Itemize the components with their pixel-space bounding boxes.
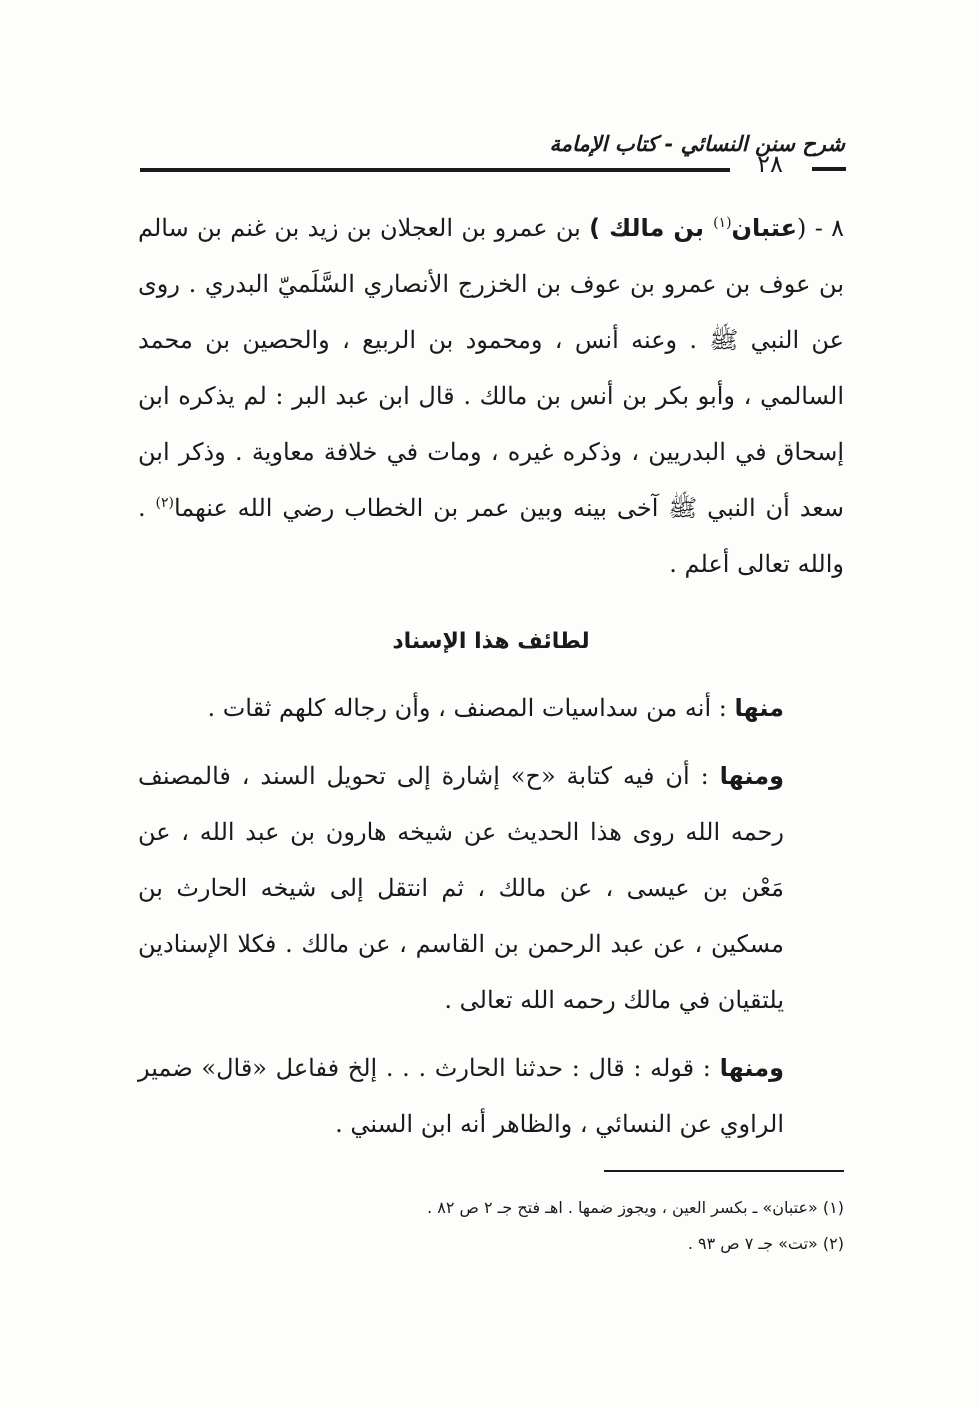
point-paragraph — [138, 748, 844, 1028]
narrator-name: عتبان — [731, 214, 798, 242]
point-paragraph — [138, 680, 844, 736]
page-body — [138, 200, 844, 1164]
biography-text: بن عمرو بن العجلان بن زيد بن غنم بن سالم بن عوف بن عمرو بن عوف بن الخزرج الأنصاري السَّلَميّ البدري . روى عن النبي ﷺ . وعنه أنس ، ومحمود بن الربيع ، والحصين بن محمد السالمي ، وأبو بكر بن أنس بن مالك . قال ابن عبد البر : لم يذكره ابن إسحاق في البدريين ، وذكره غيره ، ومات في خلافة معاوية . وذكر ابن سعد أن النبي ﷺ آخى بينه وبين عمر بن الخطاب رضي الله عنهما — [138, 214, 844, 522]
footnote-ref-2[interactable]: (٢) — [155, 495, 174, 511]
narrator-name-cont: بن مالك ) — [589, 214, 714, 242]
footnote-rule — [604, 1170, 844, 1172]
point-lead: ومنها — [719, 762, 784, 790]
point-text: : أن فيه كتابة «ح» إشارة إلى تحويل السند ، فالمصنف رحمه الله روى هذا الحديث عن شيخه هارون بن عبد الله ، عن مَعْن بن عيسى ، عن مالك ، ثم انتقل إلى شيخه الحارث بن مسكين ، عن عبد الرحمن بن القاسم ، عن مالك . فكلا الإسنادين يلتقيان في مالك رحمه الله تعالى . — [138, 762, 784, 1014]
page-number-dash — [812, 167, 846, 171]
header-rule — [140, 168, 730, 172]
biography-paragraph — [138, 200, 844, 592]
footnote-2: (٢) «تت» جـ ٧ ص ٩٣ . — [687, 1234, 844, 1253]
footnotes — [138, 1190, 844, 1262]
running-head: شرح سنن النسائي - كتاب الإمامة — [549, 132, 845, 156]
point-lead: ومنها — [719, 1054, 784, 1082]
point-text: : أنه من سداسيات المصنف ، وأن رجاله كلهم ثقات . — [207, 694, 735, 722]
page-number: ٢٨ — [757, 150, 783, 178]
point-text: : قوله : قال : حدثنا الحارث . . . إلخ ففاعل «قال» ضمير الراوي عن النسائي ، والظاهر أنه ابن السني . — [138, 1054, 784, 1138]
point-paragraph — [138, 1040, 844, 1152]
footnote-ref-1[interactable]: (١) — [713, 215, 732, 231]
point-lead: منها — [734, 694, 784, 722]
biography-closing: . والله تعالى أعلم . — [138, 494, 844, 578]
footnote-1: (١) «عتبان» ـ بكسر العين ، ويجوز ضمها . اهـ فتح جـ ٢ ص ٨٢ . — [427, 1198, 844, 1217]
section-heading: لطائف هذا الإسناد — [392, 629, 590, 654]
entry-number: ٨ - ( — [797, 214, 845, 242]
